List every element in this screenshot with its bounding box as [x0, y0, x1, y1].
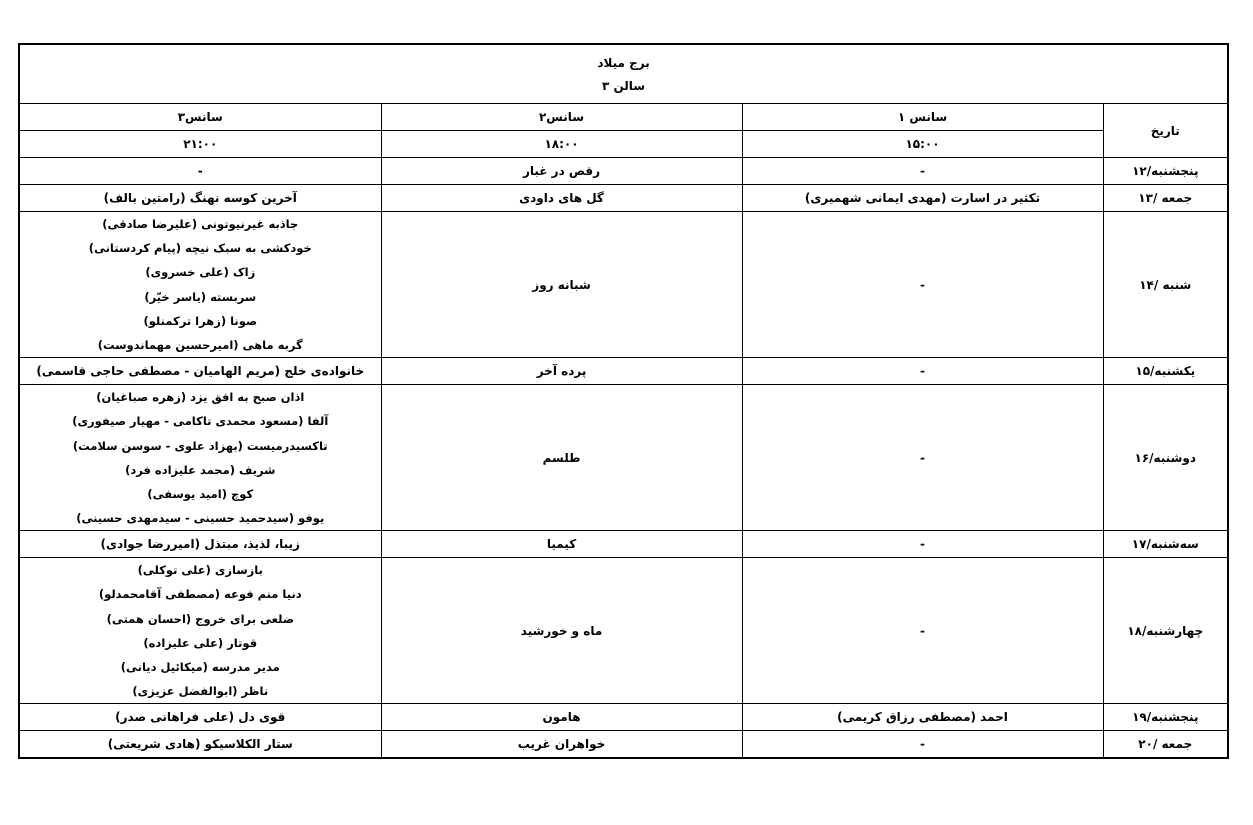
- session-1-cell: احمد (مصطفی رزاق کریمی): [742, 704, 1103, 731]
- session-1-cell: -: [742, 212, 1103, 358]
- film-title: یوفو (سیدحمید حسینی - سیدمهدی حسینی): [76, 511, 325, 526]
- date-cell: جمعه /۱۳: [1103, 185, 1228, 212]
- film-title: اذان صبح به افق یزد (زهره صباغیان): [96, 390, 305, 405]
- session-3-name: سانس۳: [19, 104, 381, 131]
- film-title: تاکسیدرمیست (بهزاد علوی - سوسن سلامت): [72, 438, 328, 453]
- schedule-row: [19, 704, 1228, 731]
- session-name-row: [19, 104, 1228, 131]
- film-title: قوتار (علی علیزاده): [143, 635, 258, 650]
- session-3-cell: [19, 385, 381, 531]
- film-title: ضلعی برای خروج (احسان همتی): [106, 611, 294, 626]
- session-1-cell: -: [742, 358, 1103, 385]
- film-title: دنیا منم فوعه (مصطفی آقامحمدلو): [98, 587, 302, 602]
- session-1-cell: -: [742, 531, 1103, 558]
- date-cell: جمعه /۲۰: [1103, 731, 1228, 758]
- schedule-row: [19, 212, 1228, 358]
- hall-name: سالن ۳: [601, 79, 646, 93]
- film-title: جاذبه غیرنیوتونی (علیرضا صادقی): [102, 217, 299, 231]
- film-title: مدیر مدرسه (میکائیل دیانی): [120, 660, 280, 674]
- film-title: گربه ماهی (امیرحسین مهماندوست): [97, 337, 303, 352]
- session-1-name: سانس ۱: [742, 104, 1103, 131]
- date-cell: چهارشنبه/۱۸: [1103, 558, 1228, 704]
- date-cell: یکشنبه/۱۵: [1103, 358, 1228, 385]
- session-time-row: [19, 131, 1228, 158]
- date-cell: سه‌شنبه/۱۷: [1103, 531, 1228, 558]
- session-2-cell: هامون: [381, 704, 742, 731]
- film-title: زاک (علی خسروی): [145, 265, 256, 280]
- session-2-cell: شبانه روز: [381, 212, 742, 358]
- schedule-row: [19, 531, 1228, 558]
- schedule-table: [18, 43, 1229, 759]
- schedule-row: [19, 558, 1228, 704]
- film-title: بازسازی (علی توکلی): [137, 563, 263, 578]
- session-1-cell: -: [742, 158, 1103, 185]
- film-title: آلفا (مسعود محمدی تاکامی - مهیار صیفوری): [72, 414, 329, 429]
- session-3-cell: قوی دل (علی فراهانی صدر): [19, 704, 381, 731]
- session-3-cell: [19, 212, 381, 358]
- session-1-cell: -: [742, 731, 1103, 758]
- film-title: ناظر (ابوالفضل عزیزی): [132, 684, 269, 699]
- film-title: شریف (محمد علیزاده فرد): [125, 462, 276, 477]
- session-3-cell: -: [19, 158, 381, 185]
- schedule-row: [19, 158, 1228, 185]
- session-2-cell: کیمیا: [381, 531, 742, 558]
- session-2-cell: ماه و خورشید: [381, 558, 742, 704]
- schedule-row: [19, 185, 1228, 212]
- date-header: تاریخ: [1103, 104, 1228, 158]
- session-3-cell: [19, 558, 381, 704]
- schedule-row: [19, 358, 1228, 385]
- date-cell: شنبه /۱۴: [1103, 212, 1228, 358]
- venue-name: برج میلاد: [597, 56, 650, 70]
- date-cell: دوشنبه/۱۶: [1103, 385, 1228, 531]
- session-1-cell: -: [742, 385, 1103, 531]
- session-2-time: ۱۸:۰۰: [381, 131, 742, 158]
- session-2-cell: پرده آخر: [381, 358, 742, 385]
- session-1-time: ۱۵:۰۰: [742, 131, 1103, 158]
- title-row: [19, 44, 1228, 104]
- session-2-name: سانس۲: [381, 104, 742, 131]
- session-3-cell: ستار الکلاسیکو (هادی شریعتی): [19, 731, 381, 758]
- session-3-cell: خانواده‌ی خلج (مریم الهامیان - مصطفی حاجی قاسمی): [19, 358, 381, 385]
- session-1-cell: -: [742, 558, 1103, 704]
- session-2-cell: طلسم: [381, 385, 742, 531]
- film-title: خودکشی به سبک نیچه (پیام کردستانی): [88, 241, 312, 256]
- film-title: صونا (زهرا ترکمنلو): [143, 313, 258, 328]
- session-1-cell: تکثیر در اسارت (مهدی ایمانی شهمیری): [742, 185, 1103, 212]
- session-3-cell: زیبا، لذیذ، مبتذل (امیررضا جوادی): [19, 531, 381, 558]
- session-3-time: ۲۱:۰۰: [19, 131, 381, 158]
- film-title: کوچ (امید یوسفی): [147, 486, 254, 501]
- session-3-cell: آخرین کوسه نهنگ (رامتین بالف): [19, 185, 381, 212]
- schedule-row: [19, 731, 1228, 758]
- session-2-cell: گل های داودی: [381, 185, 742, 212]
- session-2-cell: رقص در غبار: [381, 158, 742, 185]
- session-2-cell: خواهران غریب: [381, 731, 742, 758]
- title-cell: [19, 44, 1228, 104]
- date-cell: پنجشنبه/۱۲: [1103, 158, 1228, 185]
- film-title: سربسته (یاسر خیّر): [144, 289, 257, 304]
- schedule-row: [19, 385, 1228, 531]
- date-cell: پنجشنبه/۱۹: [1103, 704, 1228, 731]
